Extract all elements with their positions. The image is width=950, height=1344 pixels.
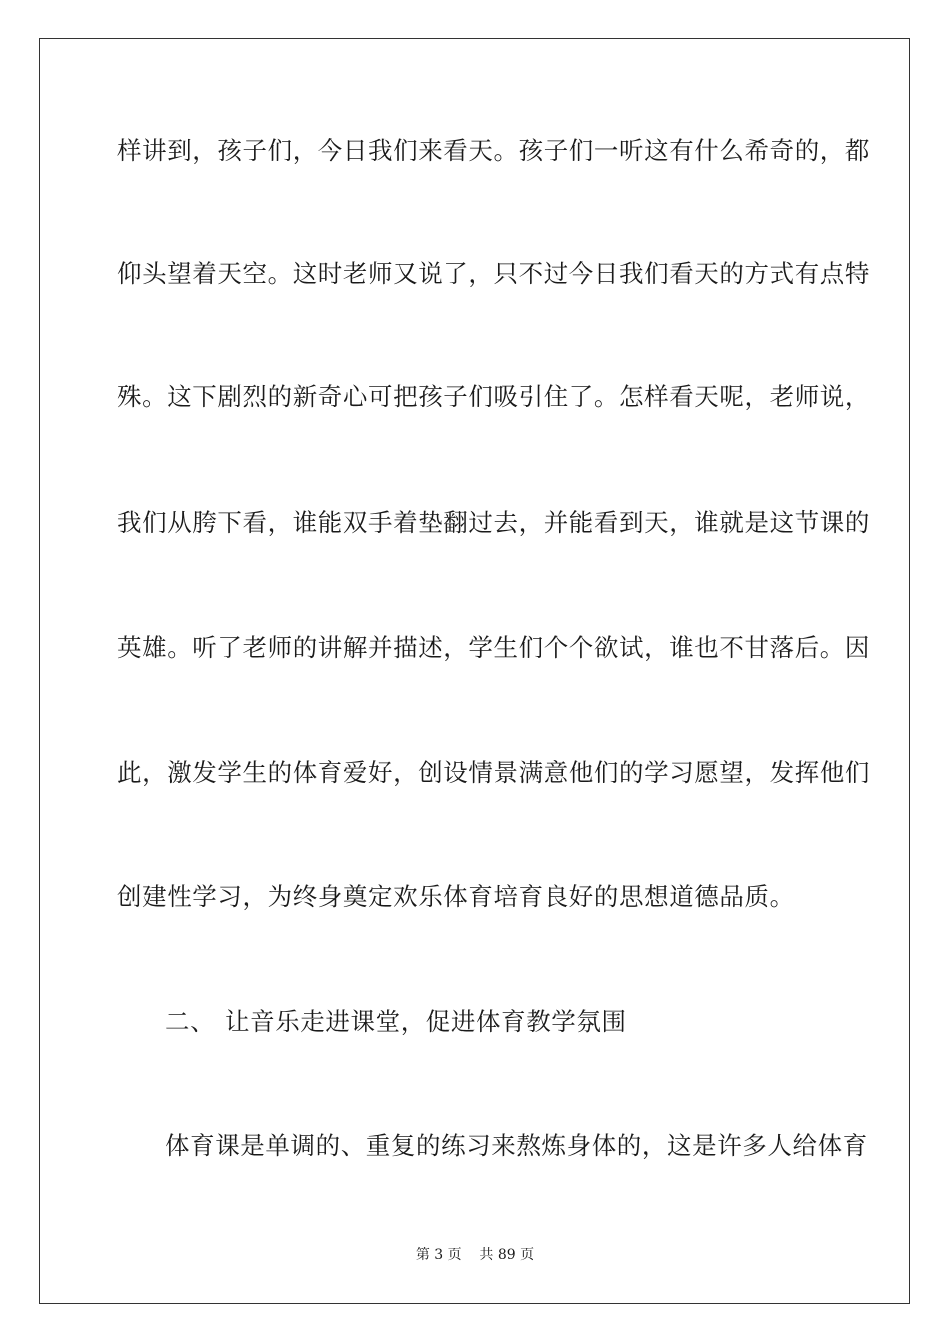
section-title: 让音乐走进课堂，促进体育教学氛围 [225,1007,627,1036]
body-line-3: 殊。这下剧烈的新奇心可把孩子们吸引住了。怎样看天呢，老师说， [117,382,870,411]
body-line-2: 仰头望着天空。这时老师又说了，只不过今日我们看天的方式有点特 [117,259,870,288]
section-heading [165,1007,627,1037]
page-number-footer: 第 3 页 共 89 页 [415,1247,535,1263]
section-number: 二、 [165,1007,216,1036]
body-line-7: 创建性学习，为终身奠定欢乐体育培育良好的思想道德品质。 [117,882,795,911]
paragraph-first-line: 体育课是单调的、重复的练习来熬炼身体的，这是许多人给体育 [165,1131,868,1160]
body-line-6: 此，激发学生的体育爱好，创设情景满意他们的学习愿望，发挥他们 [117,758,870,787]
body-line-5: 英雄。听了老师的讲解并描述，学生们个个欲试，谁也不甘落后。因 [117,633,870,662]
page-border [39,38,910,1304]
body-line-4: 我们从胯下看，谁能双手着垫翻过去，并能看到天，谁就是这节课的 [117,508,870,537]
body-line-1: 样讲到，孩子们，今日我们来看天。孩子们一听这有什么希奇的，都 [117,136,870,165]
